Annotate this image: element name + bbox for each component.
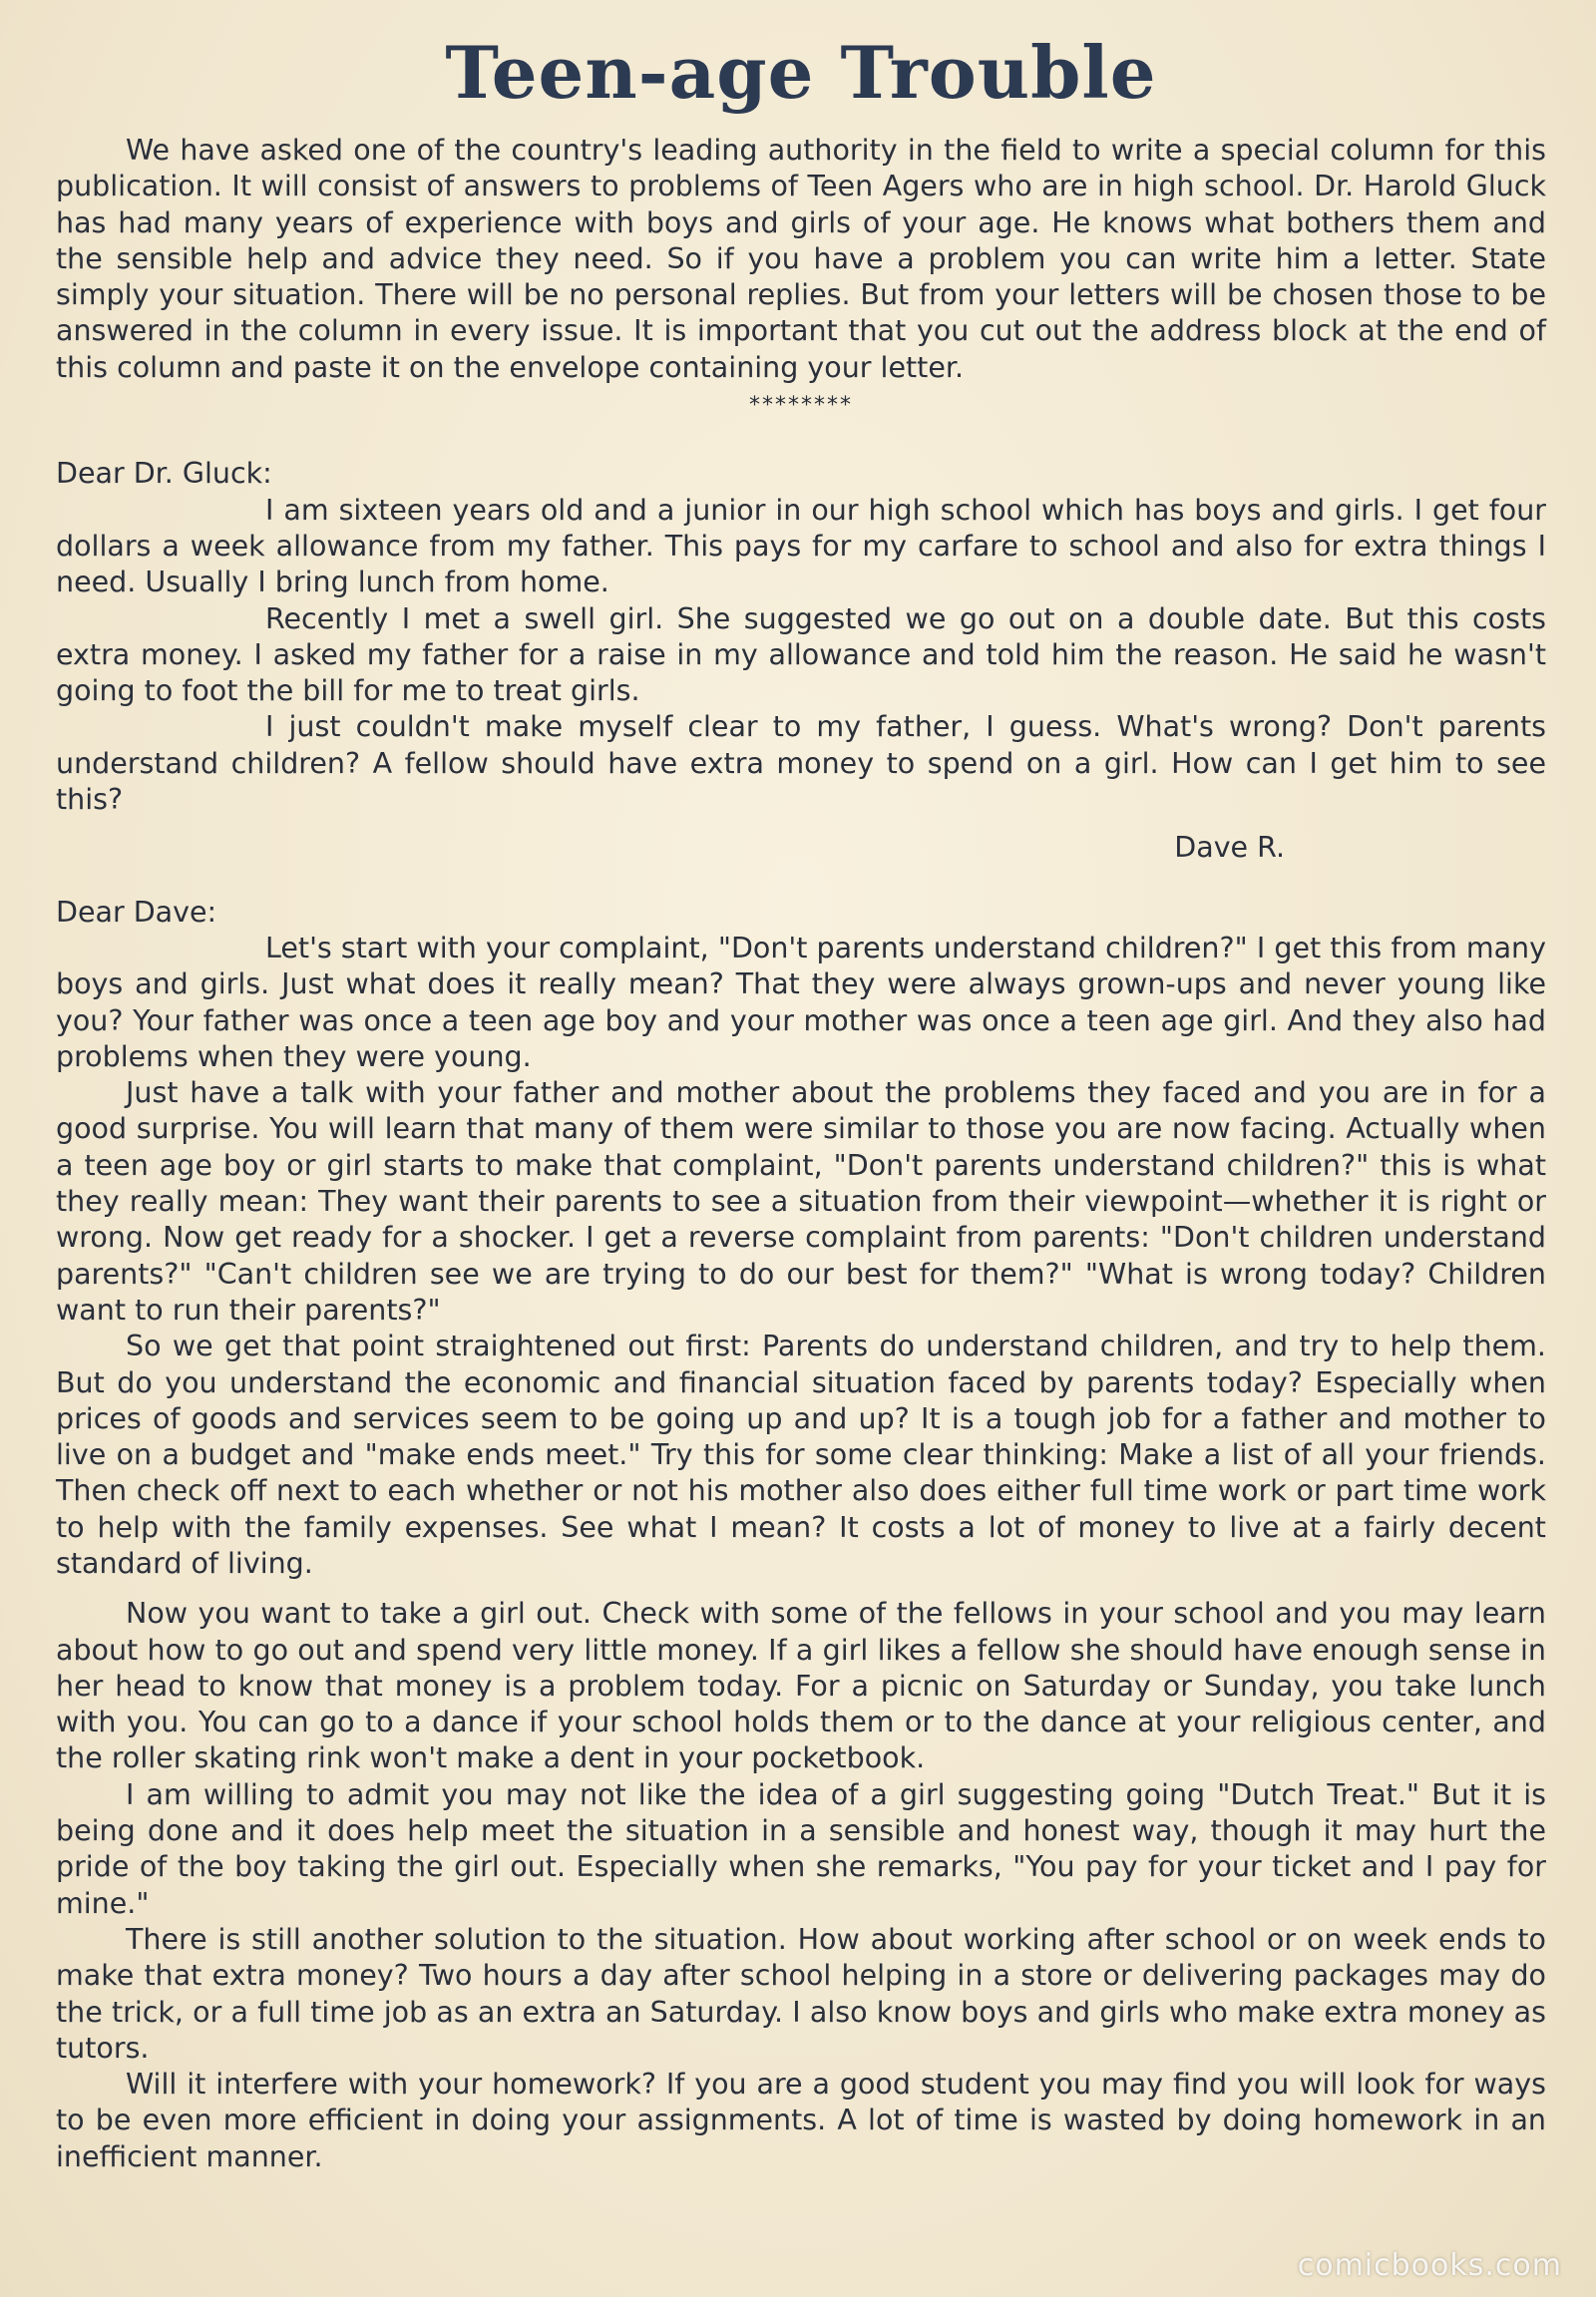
reply-paragraph: Now you want to take a girl out. Check with some of the fellows in your school and you may learn about how to go out and spend very little money. If a girl likes a fellow she should have enough sense in her head to know that money is a problem today. For a picnic on Saturday or Sunday, you take lunch with you. You can go to a dance if your school holds them or to the dance at your religious center, and the roller skating rink won't make a dent in your pocketbook.: [56, 1597, 1546, 1775]
paragraph-gap: [56, 1582, 1546, 1596]
reply-paragraph: Let's start with your complaint, "Don't parents understand children?" I get this from many boys and girls. Just what does it really mean? That they were always grown-ups and never young like you? Your father was once a teen age boy and your mother was once a teen age girl. And they also had problems when they were young.: [56, 931, 1546, 1073]
reply-paragraph: So we get that point straightened out first: Parents do understand children, and try to help them. But do you understand the economic and financial situation faced by parents today? Especially when prices of goods and services seem to be going up and up? It is a tough job for a father and mother to live on a budget and "make ends meet." Try this for some clear thinking: Make a list of all your friends. Then check off next to each whether or not his mother also does either full time work or part time work to help with the family expenses. See what I mean? It costs a lot of money to live at a fairly decent standard of living.: [56, 1330, 1546, 1580]
letter-salutation: Dear Dr. Gluck:: [56, 457, 272, 491]
intro-paragraph: We have asked one of the country's leading authority in the field to write a special column for this publication. It will consist of answers to problems of Teen Agers who are in high school. Dr. Harold Gluck has had many years of experience with boys and girls of your age. He knows what bothers them and the sensible help and advice they need. So if you have a problem you can write him a letter. State simply your situation. There will be no personal replies. But from your letters will be chosen those to be answered in the column in every issue. It is important that you cut out the address block at the end of this column and paste it on the envelope containing your letter.: [56, 134, 1546, 384]
page-title: Teen-age Trouble: [445, 30, 1157, 115]
reply-paragraph: There is still another solution to the situation. How about working after school or on week ends to make that extra money? Two hours a day after school helping in a store or delivering packages may do the trick, or a full time job as an extra an Saturday. I also know boys and girls who make extra money as tutors.: [56, 1922, 1546, 2065]
reply-paragraph: I am willing to admit you may not like the idea of a girl suggesting going "Dutch Treat." But it is being done and it does help meet the situation in a sensible and honest way, though it may hurt the pride of the boy taking the girl out. Especially when she remarks, "You pay for your ticket and I pay for mine.": [56, 1777, 1546, 1920]
letter-signature: Dave R.: [1174, 831, 1285, 865]
reply: [56, 895, 1546, 2175]
separator-stars: ********: [749, 393, 853, 419]
reply-paragraph: Just have a talk with your father and mother about the problems they faced and you are in for a good surprise. You will learn that many of them were similar to those you are now facing. Actually when a teen age boy or girl starts to make that complaint, "Don't parents understand children?" this is what they really mean: They want their parents to see a situation from their viewpoint—whether it is right or wrong. Now get ready for a shocker. I get a reverse complaint from parents: "Don't children understand parents?" "Can't children see we are trying to do our best for them?" "What is wrong today? Children want to run their parents?": [56, 1076, 1546, 1327]
letter-paragraph: I just couldn't make myself clear to my father, I guess. What's wrong? Don't parents understand children? A fellow should have extra money to spend on a girl. How can I get him to see this?: [56, 710, 1546, 817]
site-watermark: comicbooks.com: [1297, 2248, 1562, 2283]
reply-paragraph: Will it interfere with your homework? If you are a good student you may find you will look for ways to be even more efficient in doing your assignments. A lot of time is wasted by doing homework in an inefficient manner.: [56, 2068, 1546, 2173]
reply-salutation: Dear Dave:: [56, 895, 217, 929]
letter-paragraph: I am sixteen years old and a junior in our high school which has boys and girls. I get four dollars a week allowance from my father. This pays for my carfare to school and also for extra things I need. Usually I bring lunch from home.: [56, 493, 1546, 599]
letter: [56, 456, 1546, 866]
column-body: [56, 133, 1546, 2175]
letter-paragraph: Recently I met a swell girl. She suggested we go out on a double date. But this costs extra money. I asked my father for a raise in my allowance and told him the reason. He said he wasn't going to foot the bill for me to treat girls.: [56, 601, 1546, 708]
